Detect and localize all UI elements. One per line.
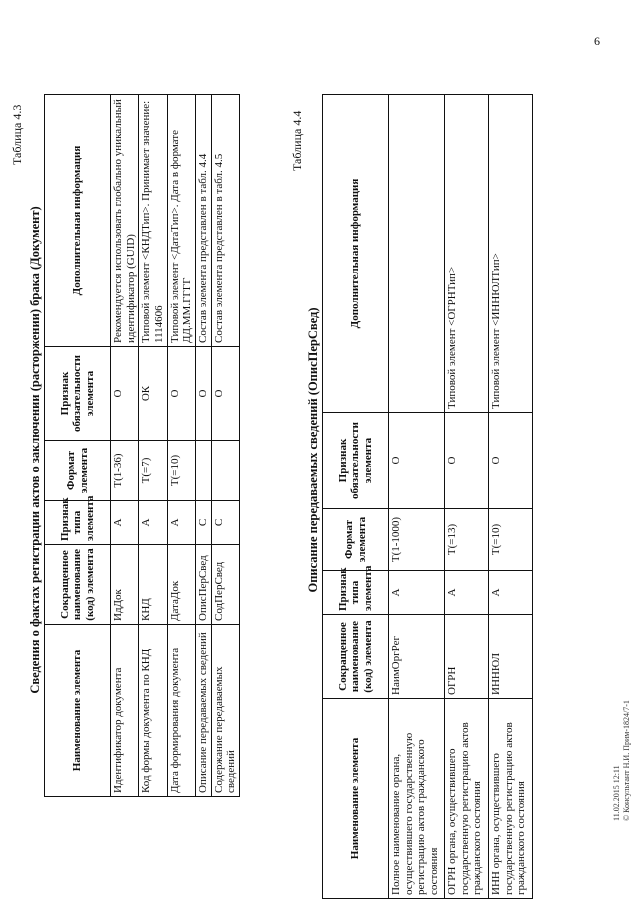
- table-cell: Типовой элемент <ОГРНТип>: [445, 95, 489, 413]
- table-4-4-title: Описание передаваемых сведений (ОписПерСвед): [306, 307, 320, 593]
- table-cell: О: [195, 347, 211, 441]
- table-cell: Типовой элемент <ИННЮЛТип>: [489, 95, 533, 413]
- table-cell: О: [167, 347, 195, 441]
- table-cell: T(1-36): [111, 441, 139, 501]
- print-footer: [612, 700, 632, 821]
- table-header-row: [323, 95, 389, 899]
- column-header: Дополнительная информация: [45, 95, 111, 347]
- table-cell: А: [489, 571, 533, 615]
- column-header: Признак типа элемента: [45, 501, 111, 545]
- table-cell: А: [445, 571, 489, 615]
- table-4-3: [44, 94, 240, 797]
- table-cell: СодПерСвед: [211, 545, 239, 625]
- column-header: Признак типа элемента: [323, 571, 389, 615]
- table-cell: ИНН органа, осуществившего государственную регистрацию актов гражданского состояния: [489, 699, 533, 899]
- page-number: 6: [594, 34, 600, 48]
- table-cell: О: [111, 347, 139, 441]
- table-cell: Код формы документа по КНД: [139, 625, 167, 797]
- table-cell: О: [389, 413, 445, 509]
- column-header: Формат элемента: [45, 441, 111, 501]
- table-header-row: [45, 95, 111, 797]
- column-header: Сокращенное наименование (код) элемента: [323, 615, 389, 699]
- table-cell: T(=10): [167, 441, 195, 501]
- table-cell: С: [195, 501, 211, 545]
- table-cell: Полное наименование органа, осуществившего государственную регистрацию актов гражданского состояния: [389, 699, 445, 899]
- table-cell: А: [389, 571, 445, 615]
- table-cell: Типовой элемент <КНДТип>. Принимает значение: 1114606: [139, 95, 167, 347]
- table-4-4-label: Таблица 4.4: [290, 110, 304, 171]
- column-header: Наименование элемента: [45, 625, 111, 797]
- table-row: [389, 95, 445, 899]
- table-cell: [195, 441, 211, 501]
- table-cell: КНД: [139, 545, 167, 625]
- table-row: [111, 95, 139, 797]
- table-cell: T(=13): [445, 509, 489, 571]
- table-cell: А: [111, 501, 139, 545]
- column-header: Признак обязательности элемента: [45, 347, 111, 441]
- table-cell: Идентификатор документа: [111, 625, 139, 797]
- table-cell: ОК: [139, 347, 167, 441]
- table-row: [139, 95, 167, 797]
- column-header: Наименование элемента: [323, 699, 389, 899]
- table-cell: Описание передаваемых сведений: [195, 625, 211, 797]
- table-row: [167, 95, 195, 797]
- table-cell: ОГРН органа, осуществившего государственную регистрацию актов гражданского состояния: [445, 699, 489, 899]
- table-cell: [211, 441, 239, 501]
- table-cell: ОписПерСвед: [195, 545, 211, 625]
- table-cell: Типовой элемент <ДатаТип>. Дата в формате ДД.ММ.ГГГГ: [167, 95, 195, 347]
- table-cell: T(1-1000): [389, 509, 445, 571]
- table-row: [445, 95, 489, 899]
- column-header: Дополнительная информация: [323, 95, 389, 413]
- table-cell: А: [139, 501, 167, 545]
- column-header: Формат элемента: [323, 509, 389, 571]
- print-timestamp: 11.02.2015 12:11: [612, 765, 621, 821]
- table-cell: О: [445, 413, 489, 509]
- column-header: Сокращенное наименование (код) элемента: [45, 545, 111, 625]
- table-row: [489, 95, 533, 899]
- table-4-4: [322, 94, 533, 899]
- table-cell: ИдДок: [111, 545, 139, 625]
- table-cell: ИННЮЛ: [489, 615, 533, 699]
- table-cell: ДатаДок: [167, 545, 195, 625]
- table-cell: ОГРН: [445, 615, 489, 699]
- table-row: [195, 95, 211, 797]
- table-cell: А: [167, 501, 195, 545]
- table-cell: О: [489, 413, 533, 509]
- table-cell: Содержание передаваемых сведений: [211, 625, 239, 797]
- table-cell: С: [211, 501, 239, 545]
- table-cell: НаимОргРег: [389, 615, 445, 699]
- column-header: Признак обязательности элемента: [323, 413, 389, 509]
- table-4-3-title: Сведения о фактах регистрации актов о заключении (расторжении) брака (Документ): [28, 206, 42, 694]
- table-cell: T(=7): [139, 441, 167, 501]
- table-cell: Состав элемента представлен в табл. 4.5: [211, 95, 239, 347]
- table-cell: Состав элемента представлен в табл. 4.4: [195, 95, 211, 347]
- table-row: [211, 95, 239, 797]
- table-4-3-label: Таблица 4.3: [10, 104, 24, 165]
- table-cell: О: [211, 347, 239, 441]
- print-source: © Консультант Н.И. Прим-1824/7-1: [622, 700, 631, 821]
- table-cell: Дата формирования документа: [167, 625, 195, 797]
- table-cell: Рекомендуется использовать глобально уникальный идентификатор (GUID): [111, 95, 139, 347]
- table-cell: T(=10): [489, 509, 533, 571]
- table-cell: [389, 95, 445, 413]
